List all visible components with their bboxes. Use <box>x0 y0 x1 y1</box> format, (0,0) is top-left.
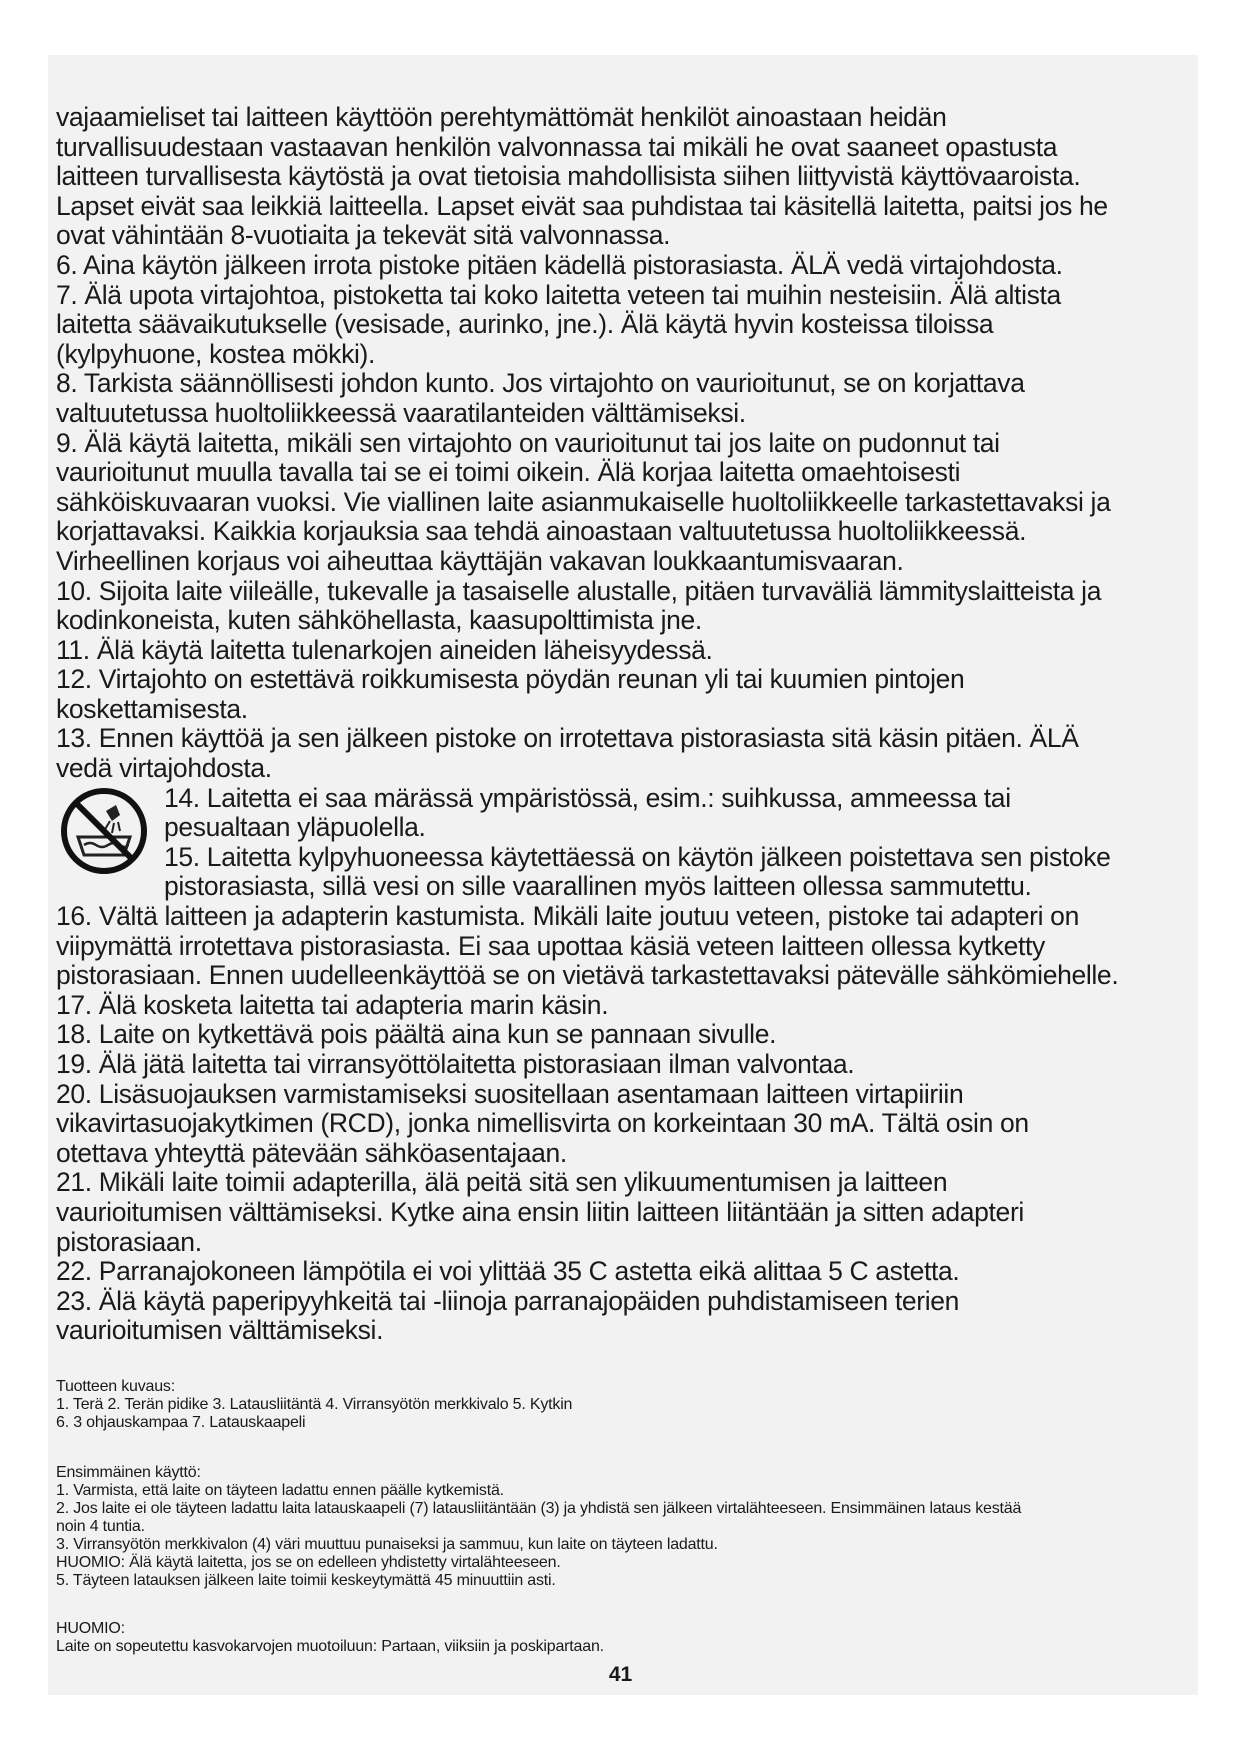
text-line: laitteen turvallisesta käytöstä ja ovat tietoisia mahdollisista siihen liittyvistä käyttövaaroista. <box>56 161 1081 192</box>
page-number: 41 <box>608 1663 633 1686</box>
text-line: HUOMIO: Älä käytä laitetta, jos se on edelleen yhdistetty virtalähteeseen. <box>56 1554 561 1571</box>
text-line: 2. Jos laite ei ole täyteen ladattu laita latauskaapeli (7) latausliitäntään (3) ja yhdistä sen jälkeen virtalähteeseen. Ensimmäinen lataus kestää <box>56 1500 1022 1517</box>
section-heading: Ensimmäinen käyttö: <box>56 1464 201 1481</box>
text-line: otettava yhteyttä pätevään sähköasentajaan. <box>56 1137 567 1168</box>
text-line: 3. Virransyötön merkkivalon (4) väri muuttuu punaiseksi ja sammuu, kun laite on täyteen ladattu. <box>56 1536 718 1553</box>
text-line: vikavirtasuojakytkimen (RCD), jonka nimellisvirta on korkeintaan 30 mA. Tältä osin on <box>56 1108 1029 1139</box>
section-heading: HUOMIO: <box>56 1620 125 1637</box>
text-line: kodinkoneista, kuten sähköhellasta, kaasupolttimista jne. <box>56 605 702 636</box>
text-line: pistorasiaan. <box>56 1226 202 1257</box>
text-line: 14. Laitetta ei saa märässä ympäristössä, esim.: suihkussa, ammeessa tai <box>164 782 1011 813</box>
text-line: 1. Terä 2. Terän pidike 3. Latausliitäntä 4. Virransyötön merkkivalo 5. Kytkin <box>56 1396 573 1413</box>
text-line: vaurioitumisen välttämiseksi. <box>56 1315 384 1346</box>
text-line: (kylpyhuone, kostea mökki). <box>56 338 375 369</box>
first-use-section <box>56 1464 1196 1590</box>
text-line: 12. Virtajohto on estettävä roikkumisesta pöydän reunan yli tai kuumien pintojen <box>56 664 965 695</box>
safety-instructions <box>56 103 1186 1346</box>
text-line: 21. Mikäli laite toimii adapterilla, älä peitä sitä sen ylikuumentumisen ja laitteen <box>56 1167 948 1198</box>
text-line: koskettamisesta. <box>56 693 248 724</box>
note-section <box>56 1620 1196 1656</box>
text-line: vaurioitunut muulla tavalla tai se ei toimi oikein. Älä korjaa laitetta omaehtoisesti <box>56 457 961 488</box>
text-line: noin 4 tuntia. <box>56 1518 145 1535</box>
text-line: 19. Älä jätä laitetta tai virransyöttölaitetta pistorasiaan ilman valvontaa. <box>56 1049 855 1079</box>
product-description <box>56 1378 1196 1432</box>
text-line: pistorasiaan. Ennen uudelleenkäyttöä se on vietävä tarkastettavaksi pätevälle sähkömiehelle. <box>56 960 1119 991</box>
text-line: valtuutetussa huoltoliikkeessä vaaratilanteiden välttämiseksi. <box>56 397 746 428</box>
text-line: pesualtaan yläpuolella. <box>164 812 426 843</box>
text-line: 13. Ennen käyttöä ja sen jälkeen pistoke on irrotettava pistorasiasta sitä käsin pitäen. ÄLÄ <box>56 723 1079 754</box>
text-line: 15. Laitetta kylpyhuoneessa käytettäessä on käytön jälkeen poistettava sen pistoke <box>164 841 1111 872</box>
text-line: 5. Täyteen latauksen jälkeen laite toimii keskeytymättä 45 minuuttiin asti. <box>56 1572 556 1589</box>
text-line: Lapset eivät saa leikkiä laitteella. Lapset eivät saa puhdistaa tai käsitellä laitetta, paitsi jos he <box>56 190 1108 221</box>
text-line: 7. Älä upota virtajohtoa, pistoketta tai koko laitetta veteen tai muihin nesteisiin. Älä altista <box>56 279 1061 310</box>
text-line: 9. Älä käytä laitetta, mikäli sen virtajohto on vaurioitunut tai jos laite on pudonnut tai <box>56 427 1000 458</box>
text-line: pistorasiasta, sillä vesi on sille vaarallinen myös laitteen ollessa sammutettu. <box>164 871 1032 902</box>
text-line: 10. Sijoita laite viileälle, tukevalle ja tasaiselle alustalle, pitäen turvaväliä lämmityslaitteista ja <box>56 575 1102 606</box>
no-use-near-water-icon <box>58 785 150 877</box>
text-line: 8. Tarkista säännöllisesti johdon kunto. Jos virtajohto on vaurioitunut, se on korjattava <box>56 368 1025 399</box>
text-line: 6. 3 ohjauskampaa 7. Latauskaapeli <box>56 1414 306 1431</box>
text-line: viipymättä irrotettava pistorasiasta. Ei saa upottaa käsiä veteen laitteen ollessa kytketty <box>56 930 1045 961</box>
text-line: 16. Vältä laitteen ja adapterin kastumista. Mikäli laite joutuu veteen, pistoke tai adapteri on <box>56 901 1079 932</box>
text-line: 1. Varmista, että laite on täyteen ladattu ennen päälle kytkemistä. <box>56 1482 504 1499</box>
text-line: laitetta säävaikutukselle (vesisade, aurinko, jne.). Älä käytä hyvin kosteissa tiloissa <box>56 309 994 340</box>
safety-lines-top <box>56 103 1186 784</box>
text-line: 18. Laite on kytkettävä pois päältä aina kun se pannaan sivulle. <box>56 1019 777 1050</box>
text-line: 23. Älä käytä paperipyyhkeitä tai -liinoja parranajopäiden puhdistamiseen terien <box>56 1285 960 1316</box>
text-line: sähköiskuvaaran vuoksi. Vie viallinen laite asianmukaiselle huoltoliikkeelle tarkastettavaksi ja <box>56 486 1111 517</box>
text-line: vaurioitumisen välttämiseksi. Kytke aina ensin liitin laitteen liitäntään ja sitten adapteri <box>56 1196 1024 1227</box>
text-line: korjattavaksi. Kaikkia korjauksia saa tehdä ainoastaan valtuutetussa huoltoliikkeessä. <box>56 516 1027 547</box>
text-line: vajaamieliset tai laitteen käyttöön perehtymättömät henkilöt ainoastaan heidän <box>56 102 947 132</box>
text-line: vedä virtajohdosta. <box>56 753 272 784</box>
text-line: turvallisuudestaan vastaavan henkilön valvonnassa tai mikäli he ovat saaneet opastusta <box>56 131 1058 162</box>
text-line: 11. Älä käytä laitetta tulenarkojen aineiden läheisyydessä. <box>56 634 713 665</box>
section-heading: Tuotteen kuvaus: <box>56 1378 175 1395</box>
water-warning-block <box>56 784 1186 873</box>
text-line: 6. Aina käytön jälkeen irrota pistoke pitäen kädellä pistorasiasta. ÄLÄ vedä virtajohdosta. <box>56 249 1063 280</box>
text-line: 22. Parranajokoneen lämpötila ei voi ylittää 35 C astetta eikä alittaa 5 C astetta. <box>56 1256 960 1287</box>
text-line: Laite on sopeutettu kasvokarvojen muotoiluun: Partaan, viiksiin ja poskipartaan. <box>56 1638 604 1655</box>
no-water-symbol <box>58 785 150 877</box>
text-line: 17. Älä kosketa laitetta tai adapteria marin käsin. <box>56 989 609 1020</box>
text-line: ovat vähintään 8-vuotiaita ja tekevät sitä valvonnassa. <box>56 220 671 251</box>
safety-lines-bottom <box>56 872 1186 1346</box>
text-line: Virheellinen korjaus voi aiheuttaa käyttäjän vakavan loukkaantumisvaaran. <box>56 545 904 576</box>
text-line: 20. Lisäsuojauksen varmistamiseksi suositellaan asentamaan laitteen virtapiiriin <box>56 1078 964 1109</box>
